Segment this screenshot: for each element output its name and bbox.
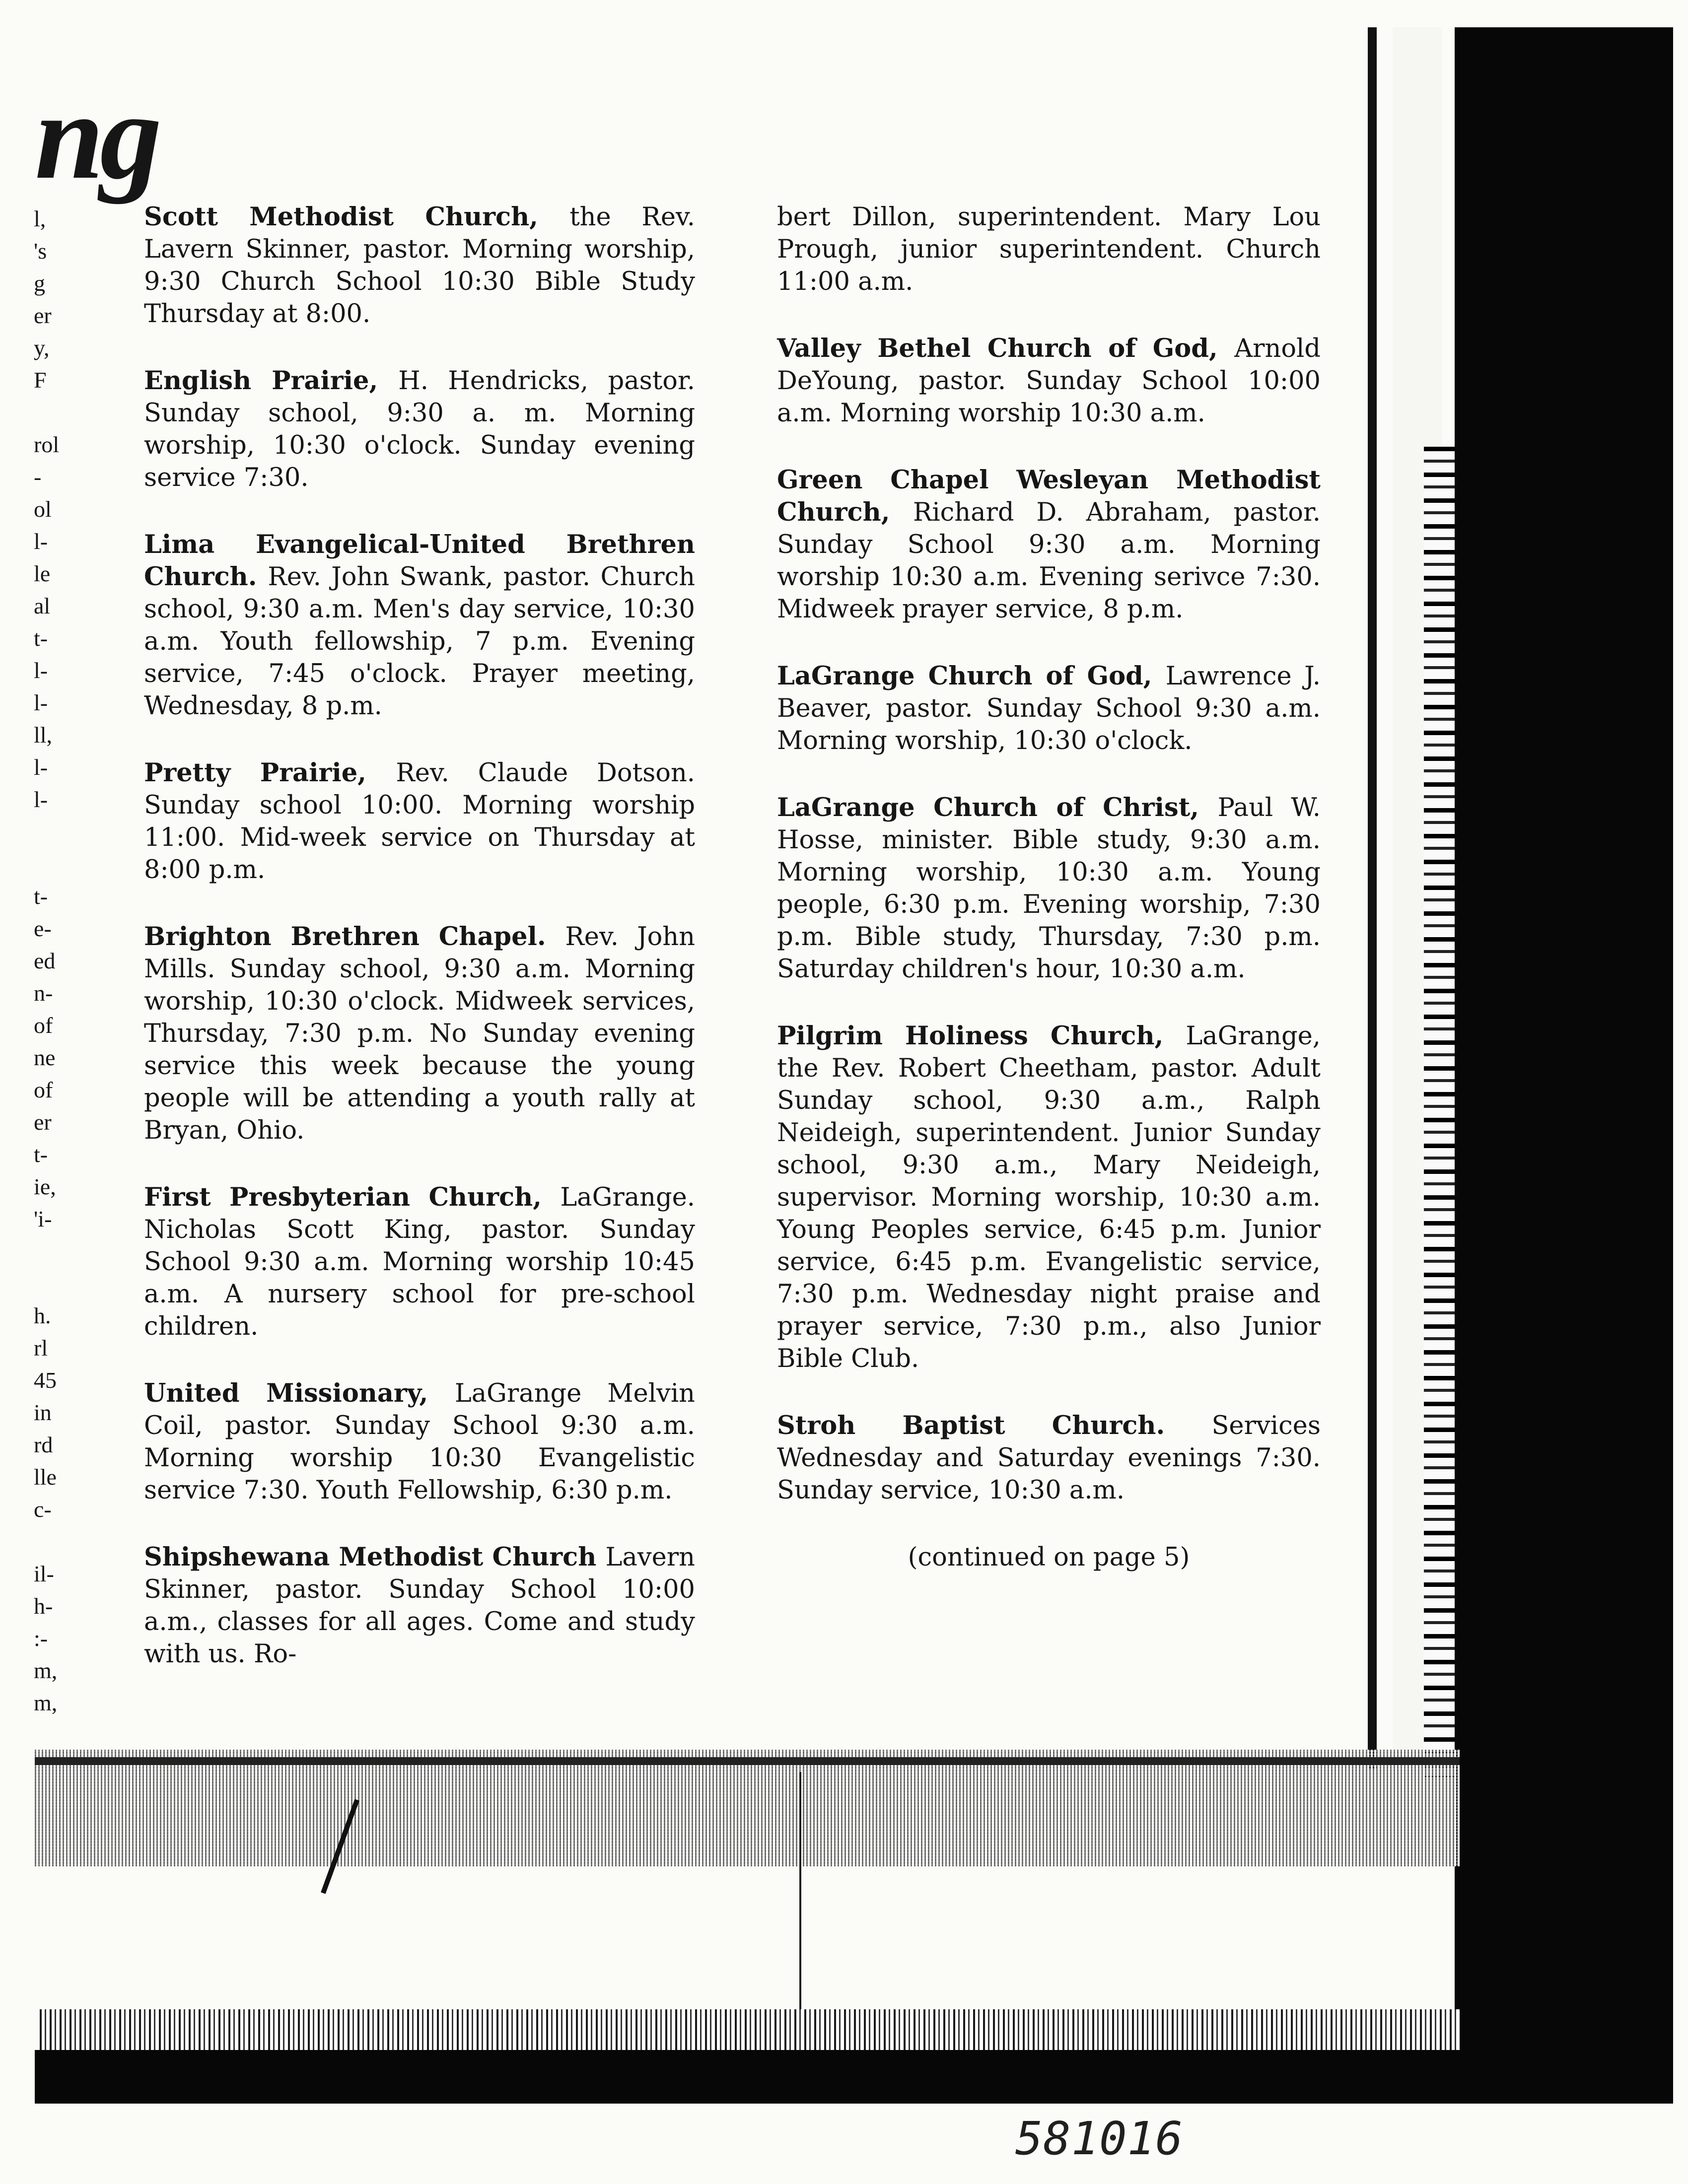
left-edge-fragment: t- bbox=[34, 1142, 48, 1167]
service-details: Services Wednesday and Saturday evenings 7:30. Sunday service, 10:30 a.m. bbox=[777, 1411, 1321, 1505]
left-edge-fragment: y, bbox=[34, 335, 50, 360]
left-edge-fragment bbox=[34, 816, 73, 848]
scan-bottom-noise bbox=[35, 1750, 1460, 1866]
left-edge-fragment: l, bbox=[34, 206, 46, 231]
left-edge-fragment: c- bbox=[34, 1497, 52, 1522]
left-edge-fragment: t- bbox=[34, 884, 48, 909]
left-edge-fragment: ne bbox=[34, 1045, 56, 1070]
church-name: First Presbyterian Church, bbox=[144, 1182, 542, 1212]
church-name: Stroh Baptist Church. bbox=[777, 1411, 1165, 1440]
left-edge-fragment: l- bbox=[34, 690, 48, 715]
left-edge-fragment: ll, bbox=[34, 722, 53, 748]
scan-bottom-black-border bbox=[35, 2050, 1673, 2104]
left-edge-fragment bbox=[34, 396, 73, 428]
church-name: Lima Evangelical-United Brethren Church. bbox=[144, 530, 695, 592]
service-details: H. Hendricks, pastor. Sunday school, 9:30 a. m. Morning worship, 10:30 o'clock. Sunday evening service 7:30. bbox=[144, 366, 695, 492]
left-edge-fragment: of bbox=[34, 1077, 53, 1102]
left-edge-fragment: of bbox=[34, 1013, 53, 1038]
scan-right-black-border bbox=[1455, 27, 1673, 2104]
left-edge-fragment: m, bbox=[34, 1690, 58, 1715]
left-edge-fragment bbox=[34, 1525, 73, 1558]
service-details: LaGrange. Nicholas Scott King, pastor. Sunday School 9:30 a.m. Morning worship 10:45 a.m. A nursery school for pre-school children. bbox=[144, 1183, 695, 1341]
left-edge-fragment: in bbox=[34, 1400, 52, 1425]
service-details: Rev. John Mills. Sunday school, 9:30 a.m. Morning worship, 10:30 o'clock. Midweek services, Thursday, 7:30 p.m. No Sunday evening service this week because the young people will be attending a youth rally at Bryan, Ohio. bbox=[144, 922, 696, 1145]
left-edge-fragment: h. bbox=[34, 1303, 51, 1328]
church-notice bbox=[144, 1541, 695, 1670]
service-details: LaGrange, the Rev. Robert Cheetham, pastor. Adult Sunday school, 9:30 a.m., Ralph Neideigh, superintendent. Junior Sunday school, 9:30 a.m., Mary Neideigh, supervisor. Morning worship, 10:30 a.m. Young Peoples service, 6:45 p.m. Junior service, 6:45 p.m. Evangelistic service, 7:30 p.m. Wednesday night praise and prayer service, 7:30 p.m., also Junior Bible Club. bbox=[777, 1022, 1321, 1373]
left-edge-text-fragments bbox=[34, 203, 73, 1719]
church-name: Pilgrim Holiness Church, bbox=[777, 1021, 1164, 1051]
church-notice bbox=[777, 464, 1321, 625]
service-details: Lavern Skinner, pastor. Sunday School 10:00 a.m., classes for all ages. Come and study with us. Ro- bbox=[144, 1543, 695, 1669]
church-notice bbox=[777, 333, 1321, 429]
left-edge-fragment: le bbox=[34, 561, 51, 586]
left-edge-fragment bbox=[34, 1267, 73, 1299]
left-edge-fragment: rl bbox=[34, 1335, 48, 1361]
left-edge-fragment: il- bbox=[34, 1561, 54, 1586]
church-name: Shipshewana Methodist Church bbox=[144, 1542, 597, 1572]
church-name: Valley Bethel Church of God, bbox=[777, 334, 1218, 363]
left-edge-fragment: l- bbox=[34, 787, 48, 812]
church-notice bbox=[777, 660, 1321, 757]
left-edge-fragment: t- bbox=[34, 625, 48, 651]
continued-on-page: (continued on page 5) bbox=[908, 1543, 1190, 1572]
service-details: Paul W. Hosse, minister. Bible study, 9:30 a.m. Morning worship, 10:30 a.m. Young people, 6:30 p.m. Evening worship, 7:30 p.m. Bible study, Thursday, 7:30 p.m. Saturday children's hour, 10:30 a.m. bbox=[777, 793, 1321, 984]
left-edge-fragment: ed bbox=[34, 948, 56, 973]
service-details: Lawrence J. Beaver, pastor. Sunday School 9:30 a.m. Morning worship, 10:30 o'clock. bbox=[777, 662, 1321, 755]
service-details: bert Dillon, superintendent. Mary Lou Prough, junior superintendent. Church 11:00 a.m. bbox=[777, 203, 1321, 296]
lower-vertical-rule bbox=[799, 1772, 801, 2020]
service-details: Rev. John Swank, pastor. Church school, 9:30 a.m. Men's day service, 10:30 a.m. Youth fellowship, 7 p.m. Evening service, 7:45 o'clock. Prayer meeting, Wednesday, 8 p.m. bbox=[144, 562, 695, 721]
left-edge-fragment: l- bbox=[34, 658, 48, 683]
church-notice bbox=[144, 365, 695, 494]
left-edge-fragment: rol bbox=[34, 432, 60, 457]
left-edge-fragment: m, bbox=[34, 1658, 58, 1683]
church-notice bbox=[144, 201, 695, 330]
left-edge-fragment: l- bbox=[34, 754, 48, 780]
left-edge-fragment: er bbox=[34, 1109, 52, 1135]
left-edge-fragment: h- bbox=[34, 1593, 53, 1619]
left-edge-fragment: 'i- bbox=[34, 1206, 52, 1231]
service-details: the Rev. Lavern Skinner, pastor. Morning worship, 9:30 Church School 10:30 Bible Study Thursday at 8:00. bbox=[144, 203, 695, 329]
left-edge-fragment bbox=[34, 848, 73, 880]
church-notice bbox=[144, 529, 695, 722]
church-name: Brighton Brethren Chapel. bbox=[144, 922, 546, 952]
left-edge-fragment: 45 bbox=[34, 1367, 57, 1393]
service-details: Arnold DeYoung, pastor. Sunday School 10:00 a.m. Morning worship 10:30 a.m. bbox=[777, 334, 1321, 428]
church-name: LaGrange Church of God, bbox=[777, 661, 1152, 691]
bottom-page-rule bbox=[35, 1757, 1460, 1765]
left-edge-fragment: 's bbox=[34, 238, 47, 264]
church-name: Scott Methodist Church, bbox=[144, 202, 538, 232]
church-notice bbox=[144, 1181, 695, 1343]
left-edge-fragment bbox=[34, 1235, 73, 1267]
scan-edge-noise bbox=[1424, 447, 1455, 1777]
left-edge-fragment: lle bbox=[34, 1464, 57, 1490]
left-edge-fragment: g bbox=[34, 271, 45, 296]
church-notice bbox=[777, 1020, 1321, 1375]
service-details: LaGrange Melvin Coil, pastor. Sunday School 9:30 a.m. Morning worship 10:30 Evangelistic service 7:30. Youth Fellowship, 6:30 p.m. bbox=[144, 1379, 695, 1505]
handwritten-id: 581016 bbox=[1015, 2112, 1184, 2165]
church-name: Pretty Prairie, bbox=[144, 758, 366, 788]
left-edge-fragment: :- bbox=[34, 1626, 48, 1651]
left-edge-fragment: ie, bbox=[34, 1174, 56, 1199]
left-edge-fragment: F bbox=[34, 367, 47, 393]
church-name: LaGrange Church of Christ, bbox=[777, 793, 1199, 822]
service-details: Rev. Claude Dotson. Sunday school 10:00. Morning worship 11:00. Mid-week service on Thursday at 8:00 p.m. bbox=[144, 758, 695, 885]
left-edge-fragment: er bbox=[34, 303, 52, 328]
left-edge-fragment: e- bbox=[34, 916, 52, 941]
left-edge-fragment: n- bbox=[34, 980, 53, 1006]
service-details: Richard D. Abraham, pastor. Sunday School 9:30 a.m. Morning worship 10:30 a.m. Evening serivce 7:30. Midweek prayer service, 8 p.m. bbox=[777, 498, 1321, 624]
left-edge-fragment: rd bbox=[34, 1432, 53, 1457]
church-notice bbox=[144, 921, 695, 1147]
church-notices-column-1 bbox=[144, 201, 695, 1705]
church-notice bbox=[144, 1377, 695, 1506]
headline-fragment: ng bbox=[35, 68, 158, 205]
church-notice bbox=[144, 757, 695, 886]
left-edge-fragment: l- bbox=[34, 529, 48, 554]
left-edge-fragment: - bbox=[34, 464, 42, 489]
left-edge-fragment: al bbox=[34, 593, 51, 618]
church-notice bbox=[777, 1410, 1321, 1506]
left-edge-fragment: ol bbox=[34, 496, 52, 522]
church-name: United Missionary, bbox=[144, 1378, 428, 1408]
church-name: Green Chapel Wesleyan Methodist Church, bbox=[777, 465, 1321, 527]
church-notice bbox=[777, 792, 1321, 985]
church-notices-column-2 bbox=[777, 201, 1321, 1608]
church-notice bbox=[777, 201, 1321, 298]
church-name: English Prairie, bbox=[144, 366, 378, 396]
clipping-edge-line bbox=[1368, 27, 1377, 1770]
